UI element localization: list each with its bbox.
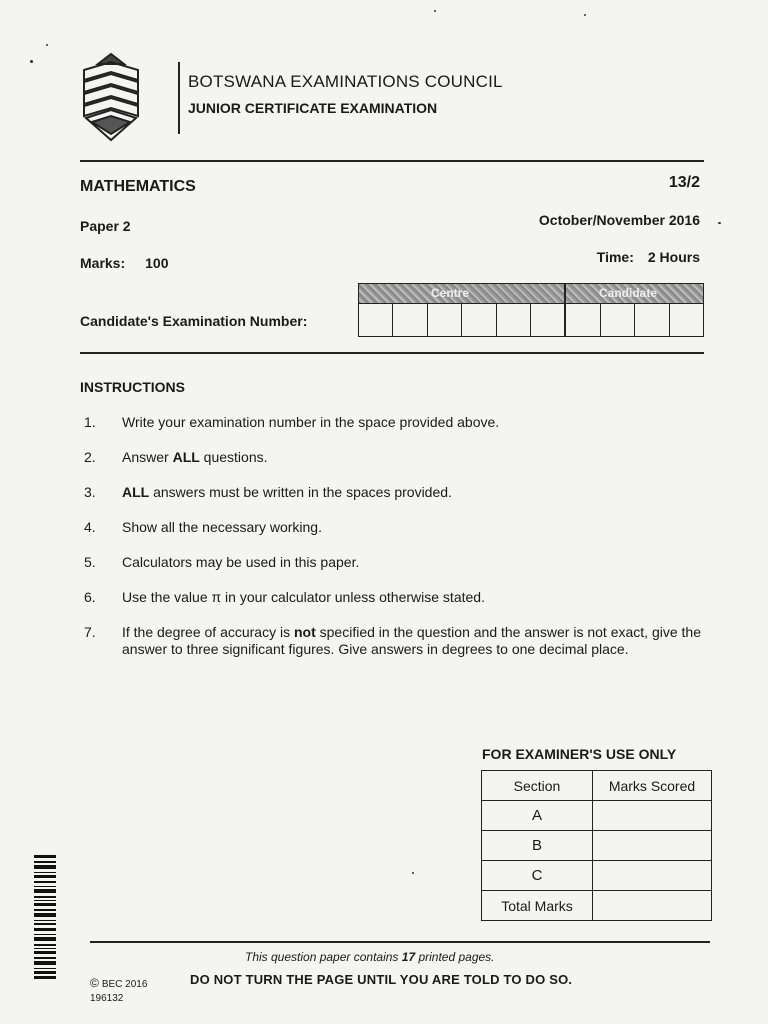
note-text: This question paper contains xyxy=(245,950,402,964)
do-not-turn-warning: DO NOT TURN THE PAGE UNTIL YOU ARE TOLD TO DO SO. xyxy=(190,972,573,987)
grid-header xyxy=(359,284,703,304)
total-cell: Total Marks xyxy=(482,891,593,921)
table-header-row xyxy=(482,771,712,801)
centre-digit-box[interactable] xyxy=(359,304,393,336)
scan-speck xyxy=(718,222,721,224)
instruction-item xyxy=(84,554,714,571)
marks-cell[interactable] xyxy=(593,801,712,831)
centre-header: Centre xyxy=(431,286,470,300)
marks-label: Marks: xyxy=(80,255,126,271)
instruction-item xyxy=(84,414,714,431)
instruction-text: Write your examination number in the space provided above. xyxy=(122,414,500,430)
instruction-emphasis: ALL xyxy=(122,484,150,500)
paper-number: Paper 2 xyxy=(80,218,131,234)
instruction-number: 6. xyxy=(84,589,96,605)
instruction-number: 4. xyxy=(84,519,96,535)
scan-speck xyxy=(412,872,414,874)
page-count-note xyxy=(245,950,495,964)
examiner-marks-table xyxy=(481,770,712,921)
paper-serial-code: 196132 xyxy=(90,993,124,1004)
instruction-item xyxy=(84,449,714,466)
copyright xyxy=(90,976,147,990)
organisation-name: BOTSWANA EXAMINATIONS COUNCIL xyxy=(188,72,503,91)
rule-middle xyxy=(80,352,704,354)
instruction-item xyxy=(84,519,714,536)
exam-session: October/November 2016 xyxy=(538,212,700,228)
candidate-number-grid xyxy=(358,283,704,337)
candidate-digit-box[interactable] xyxy=(601,304,635,336)
candidate-digit-box[interactable] xyxy=(635,304,669,336)
scan-speck xyxy=(30,60,33,63)
marks-cell[interactable] xyxy=(593,831,712,861)
time-label: Time: xyxy=(596,249,634,265)
instructions-title: INSTRUCTIONS xyxy=(80,379,185,395)
header-divider xyxy=(178,62,180,134)
rule-top xyxy=(80,160,704,162)
scan-speck xyxy=(46,44,48,46)
instruction-text: questions. xyxy=(199,449,268,465)
copyright-icon: © xyxy=(90,976,99,990)
section-cell: B xyxy=(482,831,593,861)
instruction-text: Calculators may be used in this paper. xyxy=(122,554,360,570)
table-row xyxy=(482,861,712,891)
barcode-icon xyxy=(34,855,56,979)
centre-digit-box[interactable] xyxy=(428,304,462,336)
page-count: 17 xyxy=(401,950,416,964)
centre-digit-box[interactable] xyxy=(393,304,427,336)
candidate-header: Candidate xyxy=(599,286,658,300)
subject-title: MATHEMATICS xyxy=(80,178,196,195)
section-cell: A xyxy=(482,801,593,831)
scan-speck xyxy=(584,14,586,16)
instruction-text: If the degree of accuracy is xyxy=(122,624,294,640)
marks-cell[interactable] xyxy=(593,861,712,891)
section-cell: C xyxy=(482,861,593,891)
instruction-number: 3. xyxy=(84,484,96,500)
candidate-digit-box[interactable] xyxy=(566,304,600,336)
table-row xyxy=(482,801,712,831)
instruction-emphasis: ALL xyxy=(172,449,200,465)
instruction-item xyxy=(84,589,714,606)
instruction-number: 1. xyxy=(84,414,96,430)
marks-value: 100 xyxy=(145,255,169,271)
instruction-number: 7. xyxy=(84,624,96,640)
instruction-text: specified in the question and the answer is not exact, give the answer to three significant figures. Give answers in degrees to one decimal place. xyxy=(122,624,701,657)
time-value: 2 Hours xyxy=(647,249,700,265)
copyright-text: BEC 2016 xyxy=(101,979,148,990)
bec-crest-logo xyxy=(78,50,144,142)
candidate-digit-box[interactable] xyxy=(670,304,703,336)
footer-rule xyxy=(90,941,710,943)
total-marks-cell[interactable] xyxy=(593,891,712,921)
marks-info xyxy=(80,255,169,271)
column-header-marks: Marks Scored xyxy=(593,771,712,801)
instruction-text: Answer xyxy=(122,449,173,465)
paper-code: 13/2 xyxy=(668,174,700,191)
instruction-emphasis: not xyxy=(293,624,316,640)
instruction-text: answers must be written in the spaces provided. xyxy=(149,484,452,500)
candidate-number-label: Candidate's Examination Number: xyxy=(80,313,308,329)
instruction-number: 5. xyxy=(84,554,96,570)
time-info xyxy=(597,249,700,265)
scan-speck xyxy=(434,10,436,12)
centre-digit-box[interactable] xyxy=(531,304,566,336)
centre-digit-box[interactable] xyxy=(497,304,531,336)
examiner-use-title: FOR EXAMINER'S USE ONLY xyxy=(482,746,677,762)
instruction-item xyxy=(84,624,714,658)
table-row xyxy=(482,831,712,861)
instruction-number: 2. xyxy=(84,449,96,465)
table-row xyxy=(482,891,712,921)
examination-name: JUNIOR CERTIFICATE EXAMINATION xyxy=(188,100,438,116)
instruction-text: Show all the necessary working. xyxy=(122,519,322,535)
column-header-section: Section xyxy=(482,771,593,801)
instruction-text: Use the value π in your calculator unless otherwise stated. xyxy=(122,589,485,605)
note-text: printed pages. xyxy=(415,950,495,964)
instruction-item xyxy=(84,484,714,501)
instructions-list xyxy=(84,414,714,658)
centre-digit-box[interactable] xyxy=(462,304,496,336)
